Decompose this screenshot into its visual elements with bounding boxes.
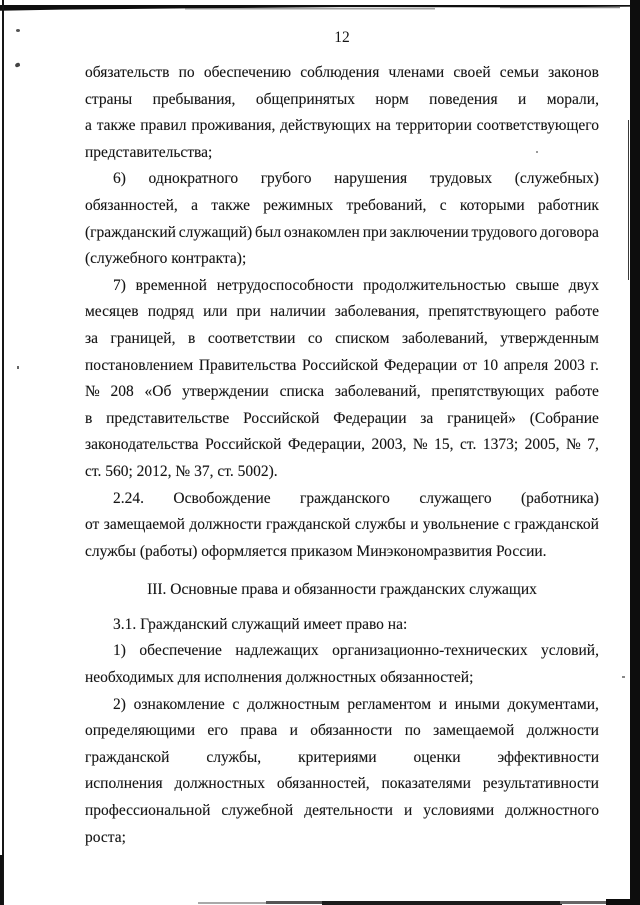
word: замещаемой [433,722,515,740]
word: гражданской [514,516,599,534]
word: и [518,90,527,108]
word: должности [526,722,599,740]
word: его [207,722,228,740]
text-line [85,718,599,745]
word: 6) [113,170,126,188]
word: (работника) [521,489,599,507]
text-line [85,166,599,193]
word: служебной [221,802,294,820]
word: ознакомлен [283,223,360,241]
word: обеспечению [203,64,292,81]
word: Федерации, [287,436,366,454]
word: пребывания, [152,90,236,108]
word: 1) [113,642,126,660]
word: заболеваний, [401,329,488,347]
word: требований, [346,196,427,214]
word: соответствующего [476,117,599,135]
word: Правительства [198,356,297,374]
scan-corner-bottom-left [0,855,3,905]
word: иными [454,695,500,713]
word: представительстве [106,409,230,427]
word: службы, [206,748,262,766]
word: границей» [447,409,516,427]
word: ст. [460,436,477,454]
word: законодательства [85,436,199,454]
word: законов [548,64,599,81]
word: (гражданский [85,223,176,241]
word: профессиональной [85,802,211,820]
word: двух [568,276,599,294]
word: 208 [110,383,134,401]
text-line: (служебного контракта); [85,250,247,268]
word: замещаемой [103,516,185,534]
word: условий, [541,642,599,660]
scan-edge-bottom [198,902,268,905]
text-line [85,432,599,459]
word: обеспечение [139,642,222,660]
word: по [404,722,421,740]
word: которыми [459,196,525,214]
word: 2005, [524,436,560,454]
word: страны [85,90,133,108]
text-line [85,220,599,247]
word: со [307,329,323,347]
para-continuation [85,60,599,166]
word: регламентом [347,695,432,713]
word: работник [538,196,599,214]
scan-edge-bottom [322,901,562,905]
word: и [403,802,413,820]
word: и [410,516,419,534]
word: Освобождение [173,489,271,507]
word: подряд [147,303,194,321]
word: 2003 [553,356,585,374]
text-line [85,353,599,380]
text-line [85,771,599,798]
word: договора [539,223,599,241]
word: с [439,196,447,214]
word: обязанностей, [85,196,178,214]
word: в [187,329,196,347]
para-2-24 [85,486,599,566]
word: с [232,695,240,713]
text-line [85,113,599,140]
section-heading-iii [85,577,599,604]
text-line [85,273,599,300]
word: Российской [243,409,320,427]
word: результативности [482,775,599,793]
word: однократного [148,170,239,188]
word: своей [453,64,491,81]
word: продолжительностью [363,276,506,294]
word: и [438,695,448,713]
word: службы [354,516,406,534]
word: 7) [113,276,126,294]
word: Российской [205,436,282,454]
word: Федерации [383,356,458,374]
word: г. [590,356,599,374]
word: ознакомление [133,695,225,713]
word: 7, [587,436,599,454]
scan-edge-top [0,0,640,8]
text-line [85,60,599,87]
text-line [85,299,599,326]
text-line: представительства; [85,143,213,161]
text-line [85,638,599,665]
text-line [85,745,599,772]
word: соблюдения [300,64,380,81]
text-line [85,193,599,220]
word: или [203,303,228,321]
text-line [85,379,599,406]
word: «Об [144,383,172,401]
word: временной [135,276,207,294]
word: постановлением [85,356,194,374]
scan-edge-right [630,0,640,905]
word: нетрудоспособности [216,276,354,294]
word: обязанностей, [276,775,370,793]
word: гражданской [266,516,351,534]
scan-edge-left [2,0,4,905]
word: утвержденным [500,329,599,347]
word: 1373; [482,436,519,454]
word: надлежащих [235,642,319,660]
word: грубого [260,170,312,188]
word: при [236,303,261,321]
word: а [85,117,92,135]
word: территории [395,117,472,135]
word: деятельности [304,802,393,820]
para-item-2 [85,692,599,852]
word: 10 [482,356,499,374]
word: от [85,516,100,534]
word: поведения [429,90,498,108]
word: заключении [389,223,469,241]
para-item-7 [85,273,599,486]
word: за [85,329,99,347]
word: списка [279,383,325,401]
para-3-1 [85,612,599,639]
word: действующих [280,117,371,135]
word: членами [388,64,445,81]
scan-edge-bottom [266,901,324,904]
word: 2003, [371,436,407,454]
word: морали, [546,90,599,108]
text-line [85,87,599,114]
word: препятствующего [428,303,547,321]
word: утверждении [182,383,269,401]
word: трудового [471,223,538,241]
word: правил [140,117,187,135]
word: оценки [413,748,461,766]
word: определяющими [85,722,196,740]
word: норм [375,90,409,108]
word: апреля [503,356,549,374]
word: общепринятых [255,90,355,108]
word: организационно-технических [332,642,528,660]
word: № [566,436,581,454]
word: должностных [174,775,265,793]
text-line [85,406,599,433]
word: служащий) [178,223,253,241]
word: границей, [110,329,176,347]
word: за [420,409,434,427]
word: был [255,223,282,241]
word: семьи [499,64,539,81]
text-line: роста; [85,828,126,846]
word: по [178,64,195,81]
word: 2) [113,695,126,713]
scan-speck [622,676,625,678]
word: гражданской [85,748,170,766]
word: должностным [247,695,340,713]
word: работе [555,383,599,401]
page-number: 12 [334,29,350,46]
text-line: необходимых для исполнения должностных обязанностей; [85,669,474,687]
word: исполнения [85,775,163,793]
paragraphs-container [85,60,599,851]
word: должностного [505,802,599,820]
word: документами, [507,695,599,713]
word: (Собрание [529,409,599,427]
word: на [375,117,391,135]
word: критериями [298,748,377,766]
text-line: ст. 560; 2012, № 37, ст. 5002). [85,462,278,480]
word: соответствии [207,329,296,347]
word: заболеваний, [334,383,421,401]
word: Российской [301,356,379,374]
word: режимных [263,196,334,214]
document-content [85,27,599,851]
word: трудовых [429,170,493,188]
word: обязательств [85,64,170,81]
word: свыше [515,276,560,294]
text-line [85,326,599,353]
word: служащего [419,489,492,507]
word: списком [335,329,390,347]
word: также [211,196,250,214]
text-line [85,486,599,513]
para-item-6 [85,166,599,272]
text-line [85,692,599,719]
word: обязанности [310,722,393,740]
word: заболевания, [334,303,420,321]
word: от [462,356,478,374]
text-line: 3.1. Гражданский служащий имеет право на: [113,615,408,633]
word: должности [189,516,262,534]
section-heading-line: III. Основные права и обязанности гражданских служащих [147,581,537,599]
word: проживания, [191,117,276,135]
word: № [85,383,100,401]
word: показателями [381,775,471,793]
para-item-1 [85,638,599,691]
word: № [412,436,428,454]
scan-edge-bottom [606,899,640,905]
word: условиями [423,802,495,820]
word: гражданского [300,489,390,507]
scan-speck [17,366,19,369]
word: нарушения [334,170,408,188]
scan-speck [16,29,20,32]
word: также [96,117,136,135]
word: при [362,223,388,241]
word: работе [555,303,599,321]
scan-edge-bottom [560,901,608,904]
scan-speck [14,62,20,67]
word: с [503,516,511,534]
word: (служебных) [514,170,599,188]
word: в [85,409,93,427]
word: Федерации [333,409,407,427]
text-line [85,512,599,539]
scan-edge-right-line [628,120,629,280]
word: 15, [434,436,454,454]
word: увольнение [422,516,499,534]
word: права [240,722,278,740]
text-line [85,798,599,825]
word: месяцев [85,303,139,321]
word: и [289,722,298,740]
text-line: службы (работы) оформляется приказом Минэкономразвития России. [85,542,547,560]
word: наличии [269,303,326,321]
word: 2.24. [113,489,144,507]
word: а [191,196,198,214]
word: эффективности [497,748,599,766]
word: препятствующих [431,383,545,401]
